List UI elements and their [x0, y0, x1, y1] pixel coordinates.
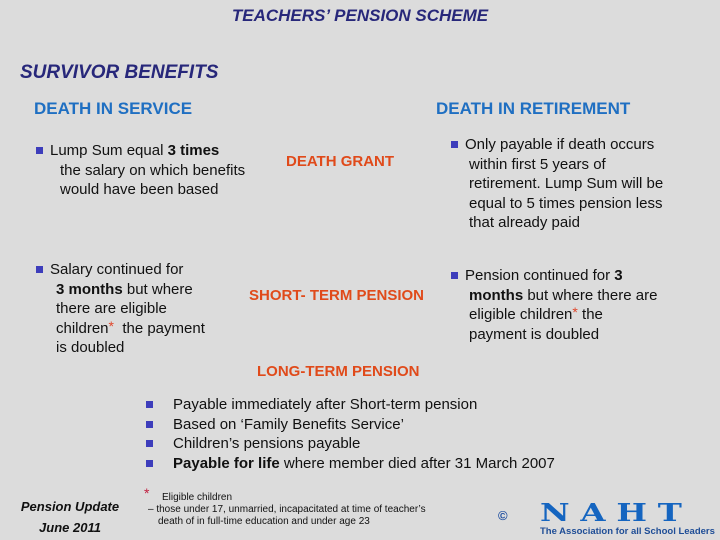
bullet-icon	[146, 401, 153, 408]
asterisk-icon: *	[144, 485, 150, 501]
bullet-icon	[36, 266, 43, 273]
subtitle: SURVIVOR BENEFITS	[20, 62, 219, 83]
asterisk-icon: *	[572, 304, 578, 320]
bullet-icon	[146, 460, 153, 467]
death-grant-label: DEATH GRANT	[286, 153, 395, 170]
salary-bullet: Salary continued for 3 months but where there are eligible children* the payment is doubled	[36, 260, 205, 358]
bullet-icon	[146, 440, 153, 447]
list-item: Payable immediately after Short-term pension	[146, 395, 555, 415]
bullet-icon	[146, 421, 153, 428]
page-title: TEACHERS’ PENSION SCHEME	[231, 6, 489, 25]
short-term-pension-label: SHORT- TERM PENSION	[249, 287, 425, 304]
naht-logo	[540, 498, 715, 537]
pension-update-label: Pension Update June 2011	[20, 499, 120, 535]
list-item: Payable for life where member died after 31 March 2007	[146, 454, 555, 474]
grant-retirement-bullet: Only payable if death occurs within first 5 years of retirement. Lump Sum will be equal to 5 times pension less that already paid	[451, 135, 663, 233]
bullet-icon	[36, 147, 43, 154]
footnote: * Eligible children – those under 17, unmarried, incapacitated at time of teacher’s death of in full-time education and under age 23	[144, 485, 426, 527]
long-term-pension-list	[146, 395, 555, 473]
bullet-icon	[451, 272, 458, 279]
death-in-service-heading: DEATH IN SERVICE	[34, 99, 193, 118]
copyright-symbol: ©	[498, 508, 508, 523]
list-item: Children’s pensions payable	[146, 434, 555, 454]
list-item: Based on ‘Family Benefits Service’	[146, 415, 555, 435]
naht-wordmark: NAHT	[540, 498, 693, 527]
long-term-pension-label: LONG-TERM PENSION	[257, 363, 420, 380]
death-in-retirement-heading: DEATH IN RETIREMENT	[436, 99, 631, 118]
pension-retirement-bullet: Pension continued for 3 months but where there are eligible children* the payment is doubled	[451, 266, 657, 344]
lump-sum-bullet: Lump Sum equal 3 times the salary on which benefits would have been based	[36, 141, 245, 200]
bullet-icon	[451, 141, 458, 148]
asterisk-icon: *	[108, 317, 114, 334]
naht-tagline: The Association for all School Leaders	[540, 526, 715, 537]
